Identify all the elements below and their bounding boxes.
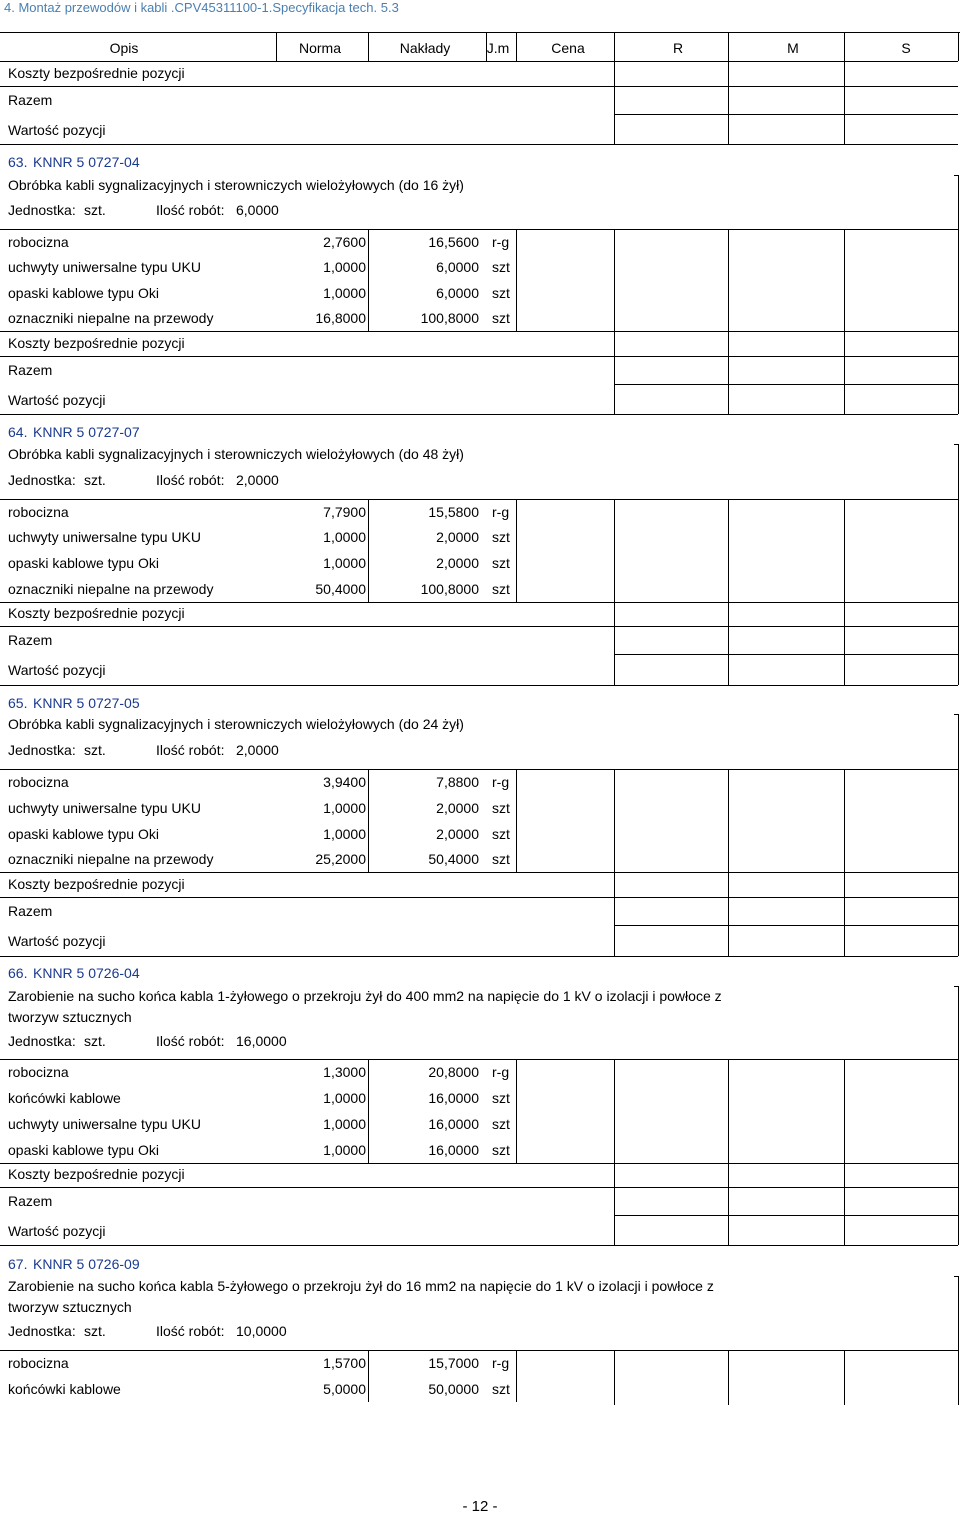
resource-norma: 1,0000 bbox=[323, 799, 366, 816]
grid-line bbox=[0, 1163, 958, 1164]
grid-line bbox=[0, 626, 958, 627]
cost-table bbox=[0, 32, 960, 1405]
position-description-cont: tworzyw sztucznych bbox=[8, 1298, 132, 1315]
resource-jm: szt bbox=[492, 825, 510, 842]
resource-norma: 50,4000 bbox=[315, 580, 366, 597]
grid-line bbox=[614, 499, 615, 685]
grid-line bbox=[516, 229, 517, 331]
resource-name: opaski kablowe typu Oki bbox=[8, 825, 159, 842]
resource-jm: szt bbox=[492, 1141, 510, 1158]
grid-line bbox=[614, 229, 615, 414]
position-number: 67. bbox=[8, 1255, 28, 1272]
resource-norma: 25,2000 bbox=[315, 850, 366, 867]
resource-naklady: 100,8000 bbox=[420, 580, 479, 597]
column-header-nakady: Nakłady bbox=[399, 39, 451, 56]
grid-line bbox=[614, 1215, 958, 1216]
grid-line bbox=[0, 872, 958, 873]
grid-line bbox=[958, 444, 959, 499]
grid-line bbox=[368, 499, 369, 602]
position-number: 64. bbox=[8, 423, 28, 440]
resource-norma: 1,0000 bbox=[323, 528, 366, 545]
position-description: Zarobienie na sucho końca kabla 5-żyłowego o przekroju żył do 16 mm2 na napięcie do 1 kV o izolacji i powłoce z bbox=[8, 1277, 714, 1294]
grid-line bbox=[844, 769, 845, 956]
grid-line bbox=[844, 1350, 845, 1405]
resource-jm: szt bbox=[492, 580, 510, 597]
unit-label: Jednostka: bbox=[8, 741, 76, 758]
resource-name: uchwyty uniwersalne typu UKU bbox=[8, 528, 201, 545]
position-value-label: Wartość pozycji bbox=[8, 932, 106, 949]
resource-naklady: 16,5600 bbox=[428, 233, 479, 250]
position-description-cont: tworzyw sztucznych bbox=[8, 1008, 132, 1025]
grid-line bbox=[614, 925, 958, 926]
position-value-label: Wartość pozycji bbox=[8, 391, 106, 408]
grid-line bbox=[844, 229, 845, 414]
quantity-label: Ilość robót: bbox=[156, 1322, 225, 1339]
direct-costs-label: Koszty bezpośrednie pozycji bbox=[8, 1165, 185, 1182]
resource-naklady: 15,5800 bbox=[428, 503, 479, 520]
resource-naklady: 6,0000 bbox=[436, 258, 479, 275]
position-number: 66. bbox=[8, 964, 28, 981]
grid-line bbox=[614, 61, 615, 144]
grid-line bbox=[614, 769, 615, 956]
resource-naklady: 2,0000 bbox=[436, 825, 479, 842]
resource-norma: 1,0000 bbox=[323, 1089, 366, 1106]
grid-line bbox=[516, 499, 517, 602]
resource-naklady: 50,0000 bbox=[428, 1380, 479, 1397]
resource-name: oznaczniki niepalne na przewody bbox=[8, 850, 214, 867]
grid-line bbox=[516, 1350, 517, 1402]
resource-jm: szt bbox=[492, 554, 510, 571]
total-label: Razem bbox=[8, 361, 53, 378]
unit-value: szt. bbox=[84, 1032, 106, 1049]
position-code: KNNR 5 0727-04 bbox=[33, 153, 140, 170]
grid-line bbox=[0, 356, 958, 357]
resource-naklady: 15,7000 bbox=[428, 1354, 479, 1371]
grid-line bbox=[0, 229, 958, 230]
resource-naklady: 7,8800 bbox=[436, 773, 479, 790]
grid-line bbox=[0, 414, 958, 415]
grid-line bbox=[614, 33, 615, 61]
quantity-value: 16,0000 bbox=[236, 1032, 287, 1049]
grid-line bbox=[0, 61, 958, 62]
grid-line bbox=[368, 769, 369, 872]
grid-line bbox=[516, 33, 517, 61]
column-header-s: S bbox=[901, 39, 911, 56]
unit-label: Jednostka: bbox=[8, 471, 76, 488]
resource-norma: 1,0000 bbox=[323, 284, 366, 301]
resource-jm: szt bbox=[492, 850, 510, 867]
resource-jm: szt bbox=[492, 309, 510, 326]
quantity-value: 10,0000 bbox=[236, 1322, 287, 1339]
grid-line bbox=[958, 1276, 959, 1350]
grid-line bbox=[0, 144, 958, 145]
resource-name: uchwyty uniwersalne typu UKU bbox=[8, 799, 201, 816]
grid-line bbox=[0, 1350, 958, 1351]
resource-naklady: 2,0000 bbox=[436, 799, 479, 816]
grid-line bbox=[728, 33, 729, 61]
resource-norma: 5,0000 bbox=[323, 1380, 366, 1397]
unit-value: szt. bbox=[84, 201, 106, 218]
grid-line bbox=[368, 229, 369, 331]
position-description: Obróbka kabli sygnalizacyjnych i sterowniczych wielożyłowych (do 24 żył) bbox=[8, 715, 464, 732]
resource-name: oznaczniki niepalne na przewody bbox=[8, 309, 214, 326]
resource-naklady: 16,0000 bbox=[428, 1089, 479, 1106]
grid-line bbox=[0, 685, 958, 686]
grid-line bbox=[844, 499, 845, 685]
resource-name: robocizna bbox=[8, 1354, 69, 1371]
grid-line bbox=[368, 33, 369, 61]
grid-line bbox=[728, 1350, 729, 1405]
resource-naklady: 20,8000 bbox=[428, 1063, 479, 1080]
resource-naklady: 16,0000 bbox=[428, 1115, 479, 1132]
total-label: Razem bbox=[8, 1192, 53, 1209]
grid-line bbox=[958, 769, 959, 956]
grid-line bbox=[614, 1059, 615, 1245]
position-description: Obróbka kabli sygnalizacyjnych i sterowniczych wielożyłowych (do 48 żył) bbox=[8, 445, 464, 462]
grid-line bbox=[958, 986, 959, 1059]
resource-norma: 1,0000 bbox=[323, 258, 366, 275]
resource-name: uchwyty uniwersalne typu UKU bbox=[8, 258, 201, 275]
intro-row-label: Razem bbox=[8, 91, 53, 108]
resource-norma: 1,5700 bbox=[323, 1354, 366, 1371]
grid-line bbox=[0, 602, 958, 603]
resource-jm: r-g bbox=[492, 1063, 510, 1080]
grid-line bbox=[728, 1059, 729, 1245]
resource-name: końcówki kablowe bbox=[8, 1380, 121, 1397]
position-number: 65. bbox=[8, 694, 28, 711]
unit-label: Jednostka: bbox=[8, 201, 76, 218]
grid-line bbox=[728, 229, 729, 414]
resource-norma: 1,0000 bbox=[323, 1115, 366, 1132]
position-code: KNNR 5 0726-09 bbox=[33, 1255, 140, 1272]
resource-norma: 1,0000 bbox=[323, 1141, 366, 1158]
resource-jm: szt bbox=[492, 799, 510, 816]
resource-naklady: 2,0000 bbox=[436, 528, 479, 545]
resource-norma: 1,3000 bbox=[323, 1063, 366, 1080]
quantity-label: Ilość robót: bbox=[156, 1032, 225, 1049]
resource-naklady: 16,0000 bbox=[428, 1141, 479, 1158]
grid-line bbox=[368, 1059, 369, 1163]
grid-line bbox=[958, 229, 959, 414]
grid-line bbox=[728, 769, 729, 956]
quantity-label: Ilość robót: bbox=[156, 201, 225, 218]
grid-line bbox=[0, 86, 958, 87]
resource-norma: 7,7900 bbox=[323, 503, 366, 520]
grid-line bbox=[0, 956, 958, 957]
grid-line bbox=[486, 33, 487, 61]
grid-line bbox=[958, 1059, 959, 1245]
resource-jm: r-g bbox=[492, 1354, 510, 1371]
grid-line bbox=[958, 1350, 959, 1405]
resource-name: robocizna bbox=[8, 233, 69, 250]
grid-line bbox=[614, 114, 958, 115]
resource-jm: r-g bbox=[492, 773, 510, 790]
resource-naklady: 100,8000 bbox=[420, 309, 479, 326]
grid-line bbox=[276, 33, 277, 61]
total-label: Razem bbox=[8, 902, 53, 919]
grid-line bbox=[0, 1059, 958, 1060]
resource-name: opaski kablowe typu Oki bbox=[8, 284, 159, 301]
unit-label: Jednostka: bbox=[8, 1322, 76, 1339]
grid-line bbox=[728, 499, 729, 685]
resource-name: robocizna bbox=[8, 503, 69, 520]
resource-naklady: 6,0000 bbox=[436, 284, 479, 301]
document-title: 4. Montaż przewodów i kabli .CPV45311100-1.Specyfikacja tech. 5.3 bbox=[4, 0, 399, 15]
resource-norma: 1,0000 bbox=[323, 825, 366, 842]
resource-norma: 16,8000 bbox=[315, 309, 366, 326]
direct-costs-label: Koszty bezpośrednie pozycji bbox=[8, 604, 185, 621]
resource-jm: szt bbox=[492, 284, 510, 301]
resource-naklady: 2,0000 bbox=[436, 554, 479, 571]
quantity-label: Ilość robót: bbox=[156, 471, 225, 488]
resource-norma: 3,9400 bbox=[323, 773, 366, 790]
position-value-label: Wartość pozycji bbox=[8, 1222, 106, 1239]
column-header-r: R bbox=[672, 39, 684, 56]
grid-line bbox=[728, 61, 729, 144]
column-header-norma: Norma bbox=[298, 39, 341, 56]
grid-line bbox=[614, 1350, 615, 1405]
grid-line bbox=[844, 61, 845, 144]
resource-name: robocizna bbox=[8, 773, 69, 790]
resource-jm: r-g bbox=[492, 233, 510, 250]
unit-value: szt. bbox=[84, 1322, 106, 1339]
position-code: KNNR 5 0727-05 bbox=[33, 694, 140, 711]
quantity-label: Ilość robót: bbox=[156, 741, 225, 758]
column-header-cena: Cena bbox=[551, 39, 585, 56]
resource-jm: r-g bbox=[492, 503, 510, 520]
grid-line bbox=[0, 1245, 958, 1246]
resource-naklady: 50,4000 bbox=[428, 850, 479, 867]
direct-costs-label: Koszty bezpośrednie pozycji bbox=[8, 334, 185, 351]
quantity-value: 2,0000 bbox=[236, 471, 279, 488]
quantity-value: 6,0000 bbox=[236, 201, 279, 218]
position-value-label: Wartość pozycji bbox=[8, 661, 106, 678]
position-description: Obróbka kabli sygnalizacyjnych i sterowniczych wielożyłowych (do 16 żył) bbox=[8, 176, 464, 193]
resource-jm: szt bbox=[492, 528, 510, 545]
grid-line bbox=[0, 897, 958, 898]
column-header-opis: Opis bbox=[109, 39, 139, 56]
grid-line bbox=[844, 33, 845, 61]
resource-norma: 1,0000 bbox=[323, 554, 366, 571]
resource-jm: szt bbox=[492, 258, 510, 275]
resource-name: końcówki kablowe bbox=[8, 1089, 121, 1106]
position-code: KNNR 5 0726-04 bbox=[33, 964, 140, 981]
position-code: KNNR 5 0727-07 bbox=[33, 423, 140, 440]
grid-line bbox=[614, 654, 958, 655]
unit-value: szt. bbox=[84, 471, 106, 488]
grid-line bbox=[368, 1350, 369, 1402]
resource-jm: szt bbox=[492, 1115, 510, 1132]
grid-line bbox=[614, 384, 958, 385]
grid-line bbox=[0, 1187, 958, 1188]
grid-line bbox=[0, 769, 958, 770]
quantity-value: 2,0000 bbox=[236, 741, 279, 758]
unit-label: Jednostka: bbox=[8, 1032, 76, 1049]
grid-line bbox=[958, 499, 959, 685]
intro-row-label: Koszty bezpośrednie pozycji bbox=[8, 64, 185, 81]
unit-value: szt. bbox=[84, 741, 106, 758]
grid-line bbox=[958, 33, 959, 61]
resource-norma: 2,7600 bbox=[323, 233, 366, 250]
grid-line bbox=[958, 714, 959, 769]
grid-line bbox=[0, 499, 958, 500]
grid-line bbox=[958, 175, 959, 229]
position-number: 63. bbox=[8, 153, 28, 170]
grid-line bbox=[516, 1059, 517, 1163]
grid-line bbox=[0, 331, 958, 332]
resource-name: opaski kablowe typu Oki bbox=[8, 1141, 159, 1158]
grid-line bbox=[844, 1059, 845, 1245]
intro-row-label: Wartość pozycji bbox=[8, 121, 106, 138]
resource-name: robocizna bbox=[8, 1063, 69, 1080]
column-header-jm: J.m bbox=[486, 39, 510, 56]
resource-name: opaski kablowe typu Oki bbox=[8, 554, 159, 571]
resource-jm: szt bbox=[492, 1089, 510, 1106]
grid-line bbox=[516, 769, 517, 872]
column-header-m: M bbox=[787, 39, 799, 56]
page-number: - 12 - bbox=[462, 1498, 498, 1515]
position-description: Zarobienie na sucho końca kabla 1-żyłowego o przekroju żył do 400 mm2 na napięcie do 1 kV o izolacji i powłoce z bbox=[8, 987, 722, 1004]
resource-jm: szt bbox=[492, 1380, 510, 1397]
direct-costs-label: Koszty bezpośrednie pozycji bbox=[8, 875, 185, 892]
resource-name: oznaczniki niepalne na przewody bbox=[8, 580, 214, 597]
resource-name: uchwyty uniwersalne typu UKU bbox=[8, 1115, 201, 1132]
total-label: Razem bbox=[8, 631, 53, 648]
